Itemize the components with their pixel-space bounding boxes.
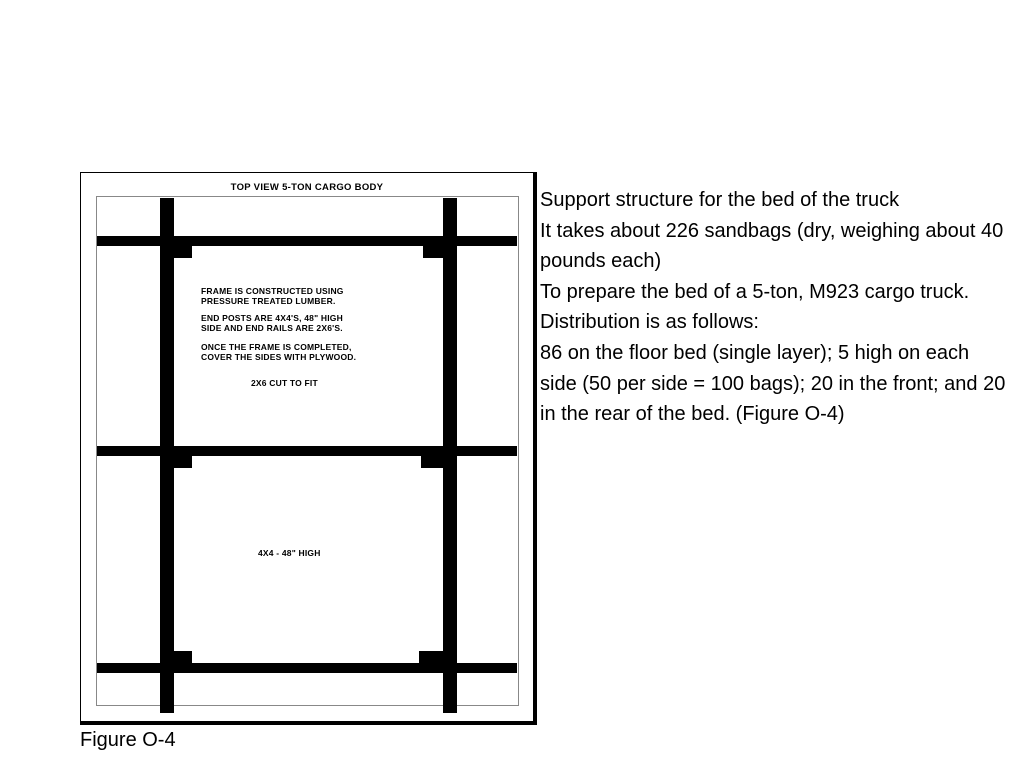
description-line: Support structure for the bed of the truck	[540, 189, 900, 211]
description-text	[540, 185, 1010, 430]
post-mid-right	[421, 446, 457, 468]
post-bottom-right	[419, 651, 457, 673]
note-post-height: 4X4 - 48" HIGH	[258, 548, 321, 558]
note-cover: ONCE THE FRAME IS COMPLETED, COVER THE SIDES WITH PLYWOOD.	[201, 342, 357, 362]
description-line: Distribution is as follows:	[540, 311, 759, 334]
diagram-title: TOP VIEW 5-TON CARGO BODY	[230, 182, 384, 193]
figure-caption: Figure O-4	[80, 729, 176, 751]
post-mid-left	[160, 446, 192, 468]
note-frame: FRAME IS CONSTRUCTED USING PRESSURE TREATED LUMBER.	[201, 286, 344, 306]
post-top-left	[160, 236, 192, 258]
description-line: To prepare the bed of a 5-ton, M923 cargo truck.	[540, 280, 970, 303]
cargo-body-diagram	[80, 172, 537, 725]
note-posts: END POSTS ARE 4X4'S, 48" HIGH SIDE AND END RAILS ARE 2X6'S.	[201, 313, 343, 333]
post-top-right	[423, 236, 457, 258]
description-line: 86 on the floor bed (single layer); 5 high on each side (50 per side = 100 bags); 20 in the front; and 20 in the rear of the bed. (Figure O-4)	[540, 341, 1006, 426]
description-line: It takes about 226 sandbags (dry, weighing about 40 pounds each)	[540, 219, 1004, 273]
note-cut-to-fit: 2X6 CUT TO FIT	[251, 378, 318, 388]
post-bottom-left	[160, 651, 192, 673]
